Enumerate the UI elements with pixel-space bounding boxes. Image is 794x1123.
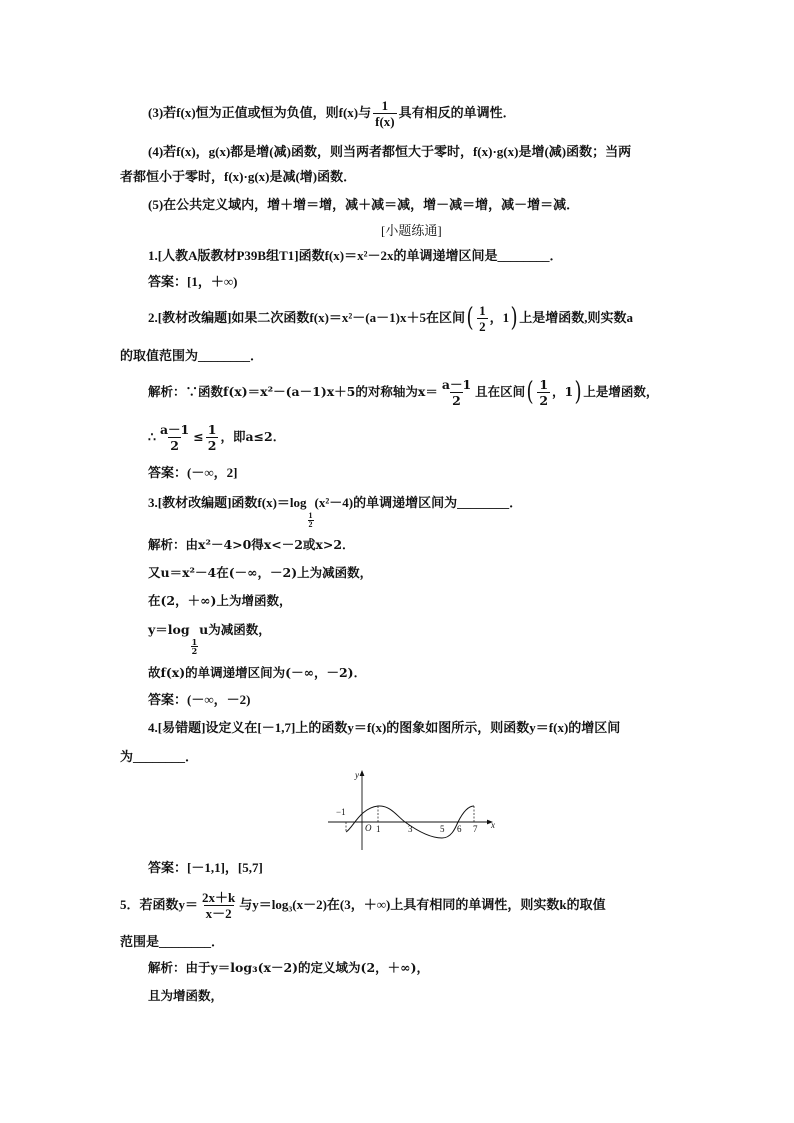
tick-label: 6 bbox=[457, 824, 462, 834]
fraction-denominator: 2 bbox=[539, 392, 549, 408]
question-4-line-2-text: 为 bbox=[120, 749, 134, 764]
fraction-numerator: 1 bbox=[191, 637, 198, 647]
fraction-denominator: f(x) bbox=[375, 113, 395, 129]
rule-3-text-after: 具有相反的单调性． bbox=[398, 105, 516, 120]
analysis-text-c: 上是增函数， bbox=[583, 384, 659, 399]
analysis-label: 解析： bbox=[148, 960, 186, 975]
interval-close-paren: ) bbox=[574, 377, 582, 407]
question-3-analysis-line-4 bbox=[148, 621, 271, 655]
y-axis-label: y bbox=[355, 770, 359, 780]
fraction-denominator: 2 bbox=[452, 392, 461, 408]
rule-3 bbox=[148, 93, 516, 133]
question-5-analysis-line-1 bbox=[148, 959, 429, 977]
question-4-answer bbox=[148, 859, 263, 877]
question-2-answer bbox=[148, 464, 237, 482]
inequality-left-fraction bbox=[158, 422, 191, 453]
analysis-label: 解析： bbox=[148, 537, 186, 552]
fraction-numerator: 1 bbox=[539, 376, 549, 392]
question-3-analysis-line-3: 在(2，＋∞)上为增函数， bbox=[148, 593, 292, 608]
log-base-fraction bbox=[308, 512, 314, 529]
tick-label: −1 bbox=[336, 807, 346, 817]
interval-fraction bbox=[477, 303, 488, 334]
question-5-stem-b: 与y＝log₃(x－2)在(3，＋∞)上具有相同的单调性，则实数k的取值 bbox=[239, 897, 606, 912]
interval-fraction bbox=[537, 377, 550, 408]
question-5-stem-a: 5．若函数y＝ bbox=[120, 897, 199, 912]
y-axis-arrow bbox=[360, 770, 365, 776]
tick-label: 5 bbox=[440, 824, 445, 834]
analysis-text: 由x²－4>0得x<－2或x>2． bbox=[185, 537, 355, 552]
question-4-line-1: 4.[易错题]设定义在[－1,7]上的函数y＝f(x)的图象如图所示，则函数y＝f(x)的增区间 bbox=[148, 720, 621, 735]
therefore-symbol: ∴ bbox=[148, 429, 156, 444]
interval-close-paren: ) bbox=[510, 303, 518, 333]
question-3-analysis-line-2: 又u＝x²－4在(－∞，－2)上为减函数， bbox=[148, 565, 373, 580]
fraction-denominator: x－2 bbox=[205, 905, 232, 921]
question-2-line-2-text: 的取值范围为 bbox=[120, 348, 199, 363]
rule-3-fraction bbox=[373, 98, 397, 129]
inequality-sign: ≤ bbox=[193, 429, 204, 444]
question-1-stem: 1.[人教A版教材P39B组T1]函数f(x)＝x²－2x的单调递增区间是 bbox=[148, 248, 498, 263]
tick-label: 1 bbox=[376, 824, 381, 834]
answer-label: 答案： bbox=[148, 465, 188, 480]
answer-blank: ________ bbox=[159, 934, 212, 949]
analysis-label: 解析： bbox=[148, 384, 186, 399]
fraction-denominator: 2 bbox=[479, 318, 486, 334]
analysis-text-a: y＝log bbox=[148, 622, 190, 637]
rule-3-text-before: (3)若f(x)恒为正值或恒为负值，则f(x)与 bbox=[148, 105, 372, 120]
answer-blank: ________ bbox=[133, 749, 186, 764]
answer-blank: ________ bbox=[198, 348, 251, 363]
question-3-stem-a: 3.[教材改编题]函数f(x)＝log bbox=[148, 495, 307, 510]
function-graph-figure bbox=[320, 766, 500, 856]
answer-value: [－1,1]，[5,7] bbox=[187, 860, 263, 875]
question-2-line-2 bbox=[120, 347, 263, 365]
answer-value: (－∞，2] bbox=[187, 465, 238, 480]
fraction-numerator: 2x＋k bbox=[202, 889, 236, 905]
question-1-end: ． bbox=[549, 248, 563, 263]
analysis-conclusion: ，即a≤2． bbox=[220, 429, 286, 444]
question-5-line-2-text: 范围是 bbox=[120, 934, 160, 949]
answer-value: [1，＋∞) bbox=[187, 274, 238, 289]
analysis-text-b: u为减函数， bbox=[199, 622, 271, 637]
question-3 bbox=[148, 494, 522, 529]
fraction-numerator: 1 bbox=[381, 97, 389, 113]
fraction-denominator: 2 bbox=[207, 437, 217, 453]
question-2-stem-a: 2.[教材改编题]如果二次函数f(x)＝x²－(a－1)x＋5在区间 bbox=[148, 310, 465, 325]
question-1-answer bbox=[148, 273, 237, 291]
question-3-analysis-line-1 bbox=[148, 536, 355, 554]
question-3-answer bbox=[148, 691, 250, 709]
rule-4-line-1: (4)若f(x)，g(x)都是增(减)函数，则当两者都恒大于零时，f(x)·g(x)是增(减)函数；当两 bbox=[148, 144, 632, 159]
question-4-end: ． bbox=[185, 749, 199, 764]
rule-4-line-2: 者都恒小于零时，f(x)·g(x)是减(增)函数． bbox=[120, 169, 357, 184]
answer-label: 答案： bbox=[148, 860, 188, 875]
fraction-denominator: 2 bbox=[170, 437, 179, 453]
analysis-text-a: ∵函数f(x)＝x²－(a－1)x＋5的对称轴为x＝ bbox=[185, 384, 438, 399]
fraction-denominator: 2 bbox=[191, 646, 198, 656]
inequality-right-fraction bbox=[206, 422, 219, 453]
tick-label: 3 bbox=[408, 824, 413, 834]
answer-blank: ________ bbox=[497, 248, 550, 263]
section-title: [小题练通] bbox=[381, 223, 442, 238]
question-3-analysis-line-5: 故f(x)的单调递增区间为(－∞，－2)． bbox=[148, 665, 367, 680]
fraction-numerator: 1 bbox=[479, 302, 486, 318]
question-5-end: ． bbox=[211, 934, 225, 949]
fraction-numerator: a－1 bbox=[441, 376, 472, 392]
question-2-analysis-line-2 bbox=[148, 417, 285, 457]
question-3-end: ． bbox=[509, 495, 523, 510]
question-2-analysis-line-1 bbox=[148, 372, 658, 412]
answer-blank: ________ bbox=[457, 495, 510, 510]
fraction-numerator: a－1 bbox=[159, 421, 190, 437]
question-4-line-2 bbox=[120, 748, 198, 766]
analysis-text-b: 且在区间 bbox=[475, 384, 526, 399]
axis-of-symmetry-fraction bbox=[440, 377, 473, 408]
question-3-stem-b: (x²－4)的单调递增区间为 bbox=[314, 495, 458, 510]
rule-5: (5)在公共定义域内，增＋增＝增，减＋减＝减，增－减＝增，减－增＝减． bbox=[148, 197, 580, 212]
rational-function-fraction bbox=[200, 890, 237, 921]
question-5-line-2 bbox=[120, 933, 224, 951]
analysis-text: 由于y＝log₃(x－2)的定义域为(2，＋∞)， bbox=[185, 960, 429, 975]
fraction-numerator: 1 bbox=[308, 511, 313, 520]
answer-value: (－∞，－2) bbox=[187, 692, 251, 707]
question-5-analysis-line-2: 且为增函数， bbox=[148, 988, 224, 1003]
log-base-fraction bbox=[191, 638, 199, 655]
answer-label: 答案： bbox=[148, 692, 188, 707]
question-5-line-1 bbox=[120, 885, 606, 925]
question-2-line-1 bbox=[148, 298, 633, 338]
fraction-denominator: 2 bbox=[308, 520, 313, 529]
interval-rest: ，1 bbox=[552, 384, 574, 399]
interval-rest: ，1 bbox=[489, 310, 510, 325]
question-2-end: ． bbox=[250, 348, 264, 363]
interval-open-paren: ( bbox=[466, 303, 474, 333]
origin-label: O bbox=[365, 823, 372, 833]
fraction-numerator: 1 bbox=[207, 421, 217, 437]
question-2-stem-b: 上是增函数,则实数a bbox=[519, 310, 634, 325]
tick-label: 7 bbox=[473, 824, 478, 834]
answer-label: 答案： bbox=[148, 274, 188, 289]
x-axis-label: x bbox=[491, 820, 495, 830]
interval-open-paren: ( bbox=[526, 377, 534, 407]
question-1 bbox=[148, 247, 562, 265]
